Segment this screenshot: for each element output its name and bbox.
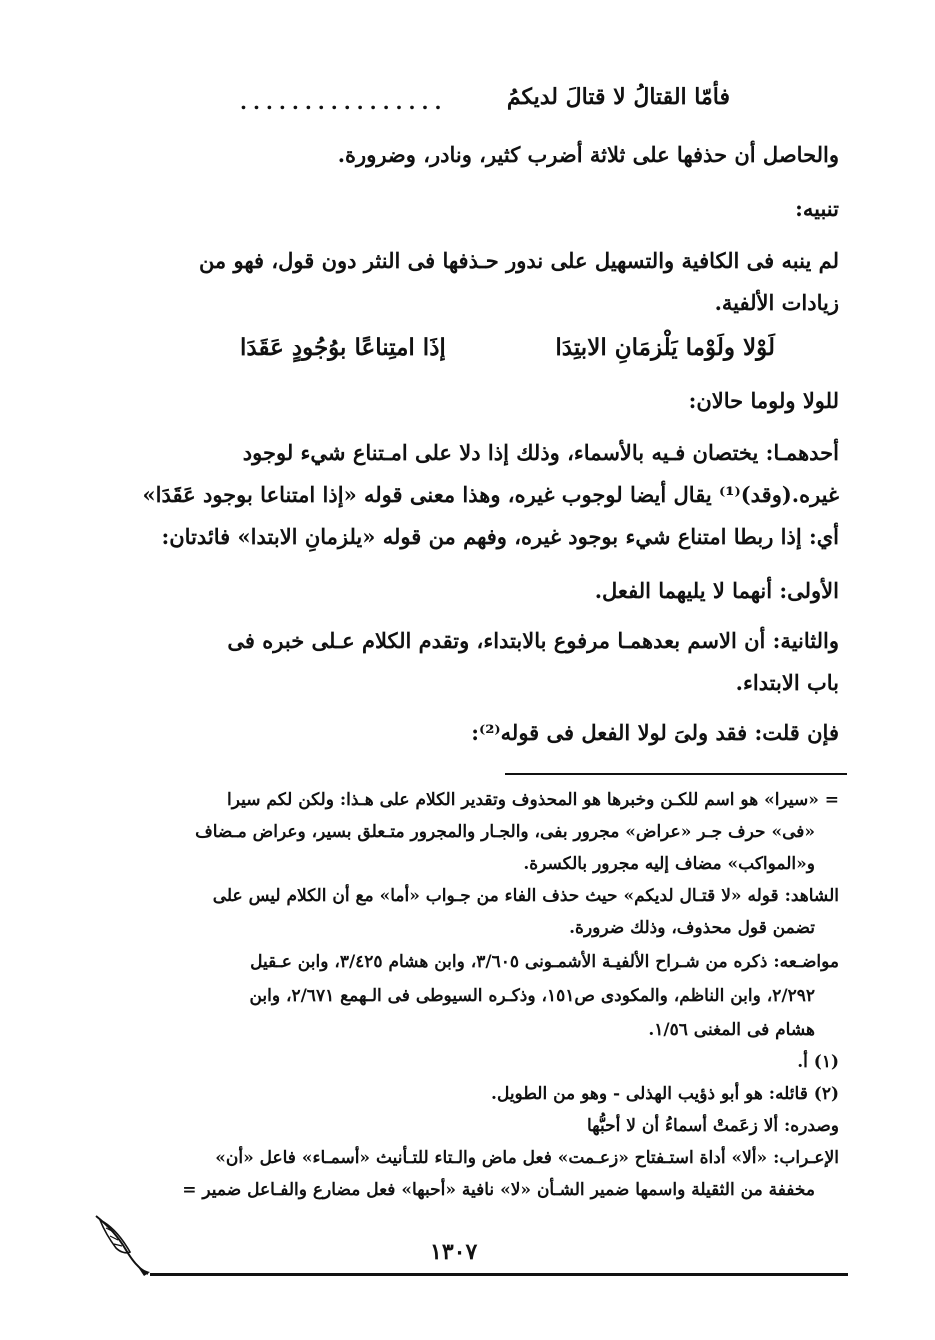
- verse-hemistich: فأمّا القتالُ لا قتالَ لديكمُ: [506, 84, 730, 110]
- footnote-line: «فى» حرف جـر «عراض» مجرور بفى، والجـار والمجرور متـعلق بسير، وعراض مـضاف: [195, 822, 815, 842]
- bottom-rule: [150, 1273, 848, 1276]
- body-line-tanbih-1: لم ينبه فى الكافية والتسهيل على ندور حـذفها فى النثر دون قول، فهو من: [198, 248, 839, 273]
- alfiya-hemistich-1: لَوْلا ولَوْما يَلْزمَانِ الابتِدَا: [555, 334, 775, 361]
- footnote-line: وصدره: ألا زعَمتْ أسماءُ أن لا أحبُّها: [586, 1116, 839, 1136]
- body-line-tanbih-2: زيادات الألفية.: [714, 290, 839, 315]
- footnote-line: = «سيرا» هو اسم للكـن وخبرها هو المحذوف وتقدير الكلام على هـذا: ولكن لكم سيرا: [227, 790, 839, 810]
- footnote-divider: [505, 773, 847, 775]
- body-line-fain: فإن قلت: فقد ولىَ لولا الفعل فى قوله⁽²⁾:: [471, 720, 839, 745]
- alfiya-hemistich-2: إذَا امتِناعًا بوُجُودٍ عَقَدَا: [240, 334, 446, 361]
- footnote-line: مواضـعه: ذكره من شـراح الألفيـة الأشمـونى ٣/٦٠٥، وابن هشام ٣/٤٢٥، وابن عـقيل: [250, 952, 839, 972]
- footnote-line: ٢/٢٩٢، وابن الناظم، والمكودى ص١٥١، وذكـره السيوطى فى الـهمع ٢/٦٧١، وابن: [249, 986, 815, 1006]
- heading-tanbih: تنبيه:: [795, 196, 839, 221]
- footnote-line: هشام فى المغنى ١/٥٦.: [648, 1020, 815, 1040]
- body-line-thania-2: باب الابتداء.: [735, 670, 839, 695]
- body-line-halan: للولا ولوما حالان:: [688, 388, 839, 413]
- body-line-ahad-1: أحدهمـا: يختصان فـيه بالأسماء، وذلك إذا دلا على امـتناع شيء لوجود: [242, 440, 839, 465]
- verse-dots: ................: [240, 90, 448, 114]
- body-line-ahad-2: غيره.(وقد)⁽¹⁾ يقال أيضا لوجوب غيره، وهذا معنى قوله «إذا امتناعا بوجود عَقَدَا»: [142, 482, 839, 507]
- footnote-line: و«المواكب» مضاف إليه مجرور بالكسرة.: [523, 854, 815, 874]
- footnote-line: الشاهد: قوله «لا قتـال لديكم» حيث حذف الفاء من جـواب «أما» مع أن الكلام ليس على: [212, 886, 839, 906]
- footnote-line: تضمن قول محذوف، وذلك ضرورة.: [569, 918, 815, 938]
- page-number: ١٣٠٧: [430, 1239, 478, 1265]
- body-line-summary: والحاصل أن حذفها على ثلاثة أضرب كثير، ونادر، وضرورة.: [337, 142, 839, 167]
- footnote-line: (٢) قائله: هو أبو ذؤيب الهذلى - وهو من الطويل.: [491, 1084, 839, 1104]
- body-line-ula: الأولى: أنهما لا يليهما الفعل.: [594, 578, 839, 603]
- footnote-line: الإعـراب: «ألا» أداة استـفتاح «زعـمت» فعل ماض والـتاء للتـأنيث «أسمـاء» فاعل «أن»: [215, 1148, 839, 1168]
- body-line-thania-1: والثانية: أن الاسم بعدهمـا مرفوع بالابتداء، وتقدم الكلام عـلى خبره فى: [227, 628, 839, 653]
- body-line-ahad-3: أي: إذا ربطا امتناع شيء بوجود غيره، وفهم من قوله «يلزمانِ الابتدا» فائدتان:: [161, 524, 839, 549]
- footnote-line: مخففة من الثقيلة واسمها ضمير الشـأن «لا» نافية «أحبها» فعل مضارع والفـاعل ضمير =: [182, 1180, 815, 1200]
- footnote-line: (١) أ.: [797, 1052, 839, 1072]
- quill-ornament-icon: [92, 1214, 152, 1278]
